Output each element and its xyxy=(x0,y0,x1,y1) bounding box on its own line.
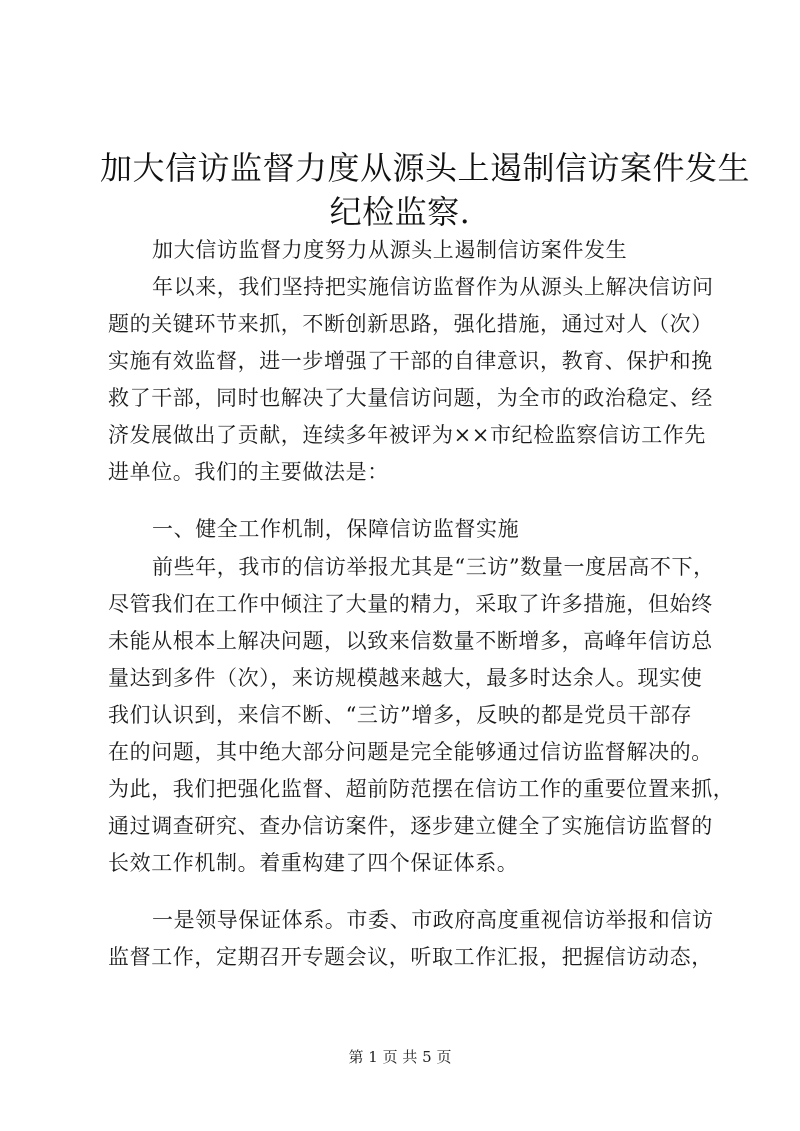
paragraph-line: 我们认识到，来信不断、“三访”增多，反映的都是党员干部存 xyxy=(108,703,693,727)
paragraph-line: 在的问题，其中绝大部分问题是完全能够通过信访监督解决的。 xyxy=(108,740,713,764)
paragraph-line: 题的关键环节来抓，不断创新思路，强化措施，通过对人（次） xyxy=(108,312,713,336)
paragraph-line: 通过调查研究、查办信访案件，逐步建立健全了实施信访监督的 xyxy=(108,814,713,838)
paragraph-line: 未能从根本上解决问题，以致来信数量不断增多，高峰年信访总 xyxy=(108,629,713,653)
paragraph-line: 一是领导保证体系。市委、市政府高度重视信访举报和信访 xyxy=(152,908,714,932)
page-number-footer: 第 1 页 共 5 页 xyxy=(348,1048,452,1066)
document-title-line-2: 纪检监察. xyxy=(329,193,471,231)
paragraph-line: 长效工作机制。着重构建了四个保证体系。 xyxy=(108,851,519,875)
paragraph-line: 年以来，我们坚持把实施信访监督作为从源头上解决信访问 xyxy=(152,275,714,299)
paragraph-line: 实施有效监督，进一步增强了干部的自律意识，教育、保护和挽 xyxy=(108,349,713,373)
paragraph-line: 前些年，我市的信访举报尤其是“三访”数量一度居高不下， xyxy=(152,555,715,579)
document-title-line-1: 加大信访监督力度从源头上遏制信访案件发生 xyxy=(100,149,751,187)
paragraph-line: 量达到多件（次），来访规模越来越大，最多时达余人。现实使 xyxy=(108,666,703,690)
paragraph-line: 救了干部，同时也解决了大量信访问题，为全市的政治稳定、经 xyxy=(108,386,713,410)
paragraph-line: 进单位。我们的主要做法是： xyxy=(108,460,389,484)
paragraph-line: 济发展做出了贡献，连续多年被评为××市纪检监察信访工作先 xyxy=(108,423,706,447)
paragraph-line: 为此，我们把强化监督、超前防范摆在信访工作的重要位置来抓， xyxy=(108,777,735,801)
paragraph-line: 监督工作，定期召开专题会议，听取工作汇报，把握信访动态， xyxy=(108,945,713,969)
paragraph-subtitle: 加大信访监督力度努力从源头上遏制信访案件发生 xyxy=(152,238,628,262)
section-heading: 一、健全工作机制，保障信访监督实施 xyxy=(152,517,520,541)
paragraph-line: 尽管我们在工作中倾注了大量的精力，采取了许多措施，但始终 xyxy=(108,592,713,616)
